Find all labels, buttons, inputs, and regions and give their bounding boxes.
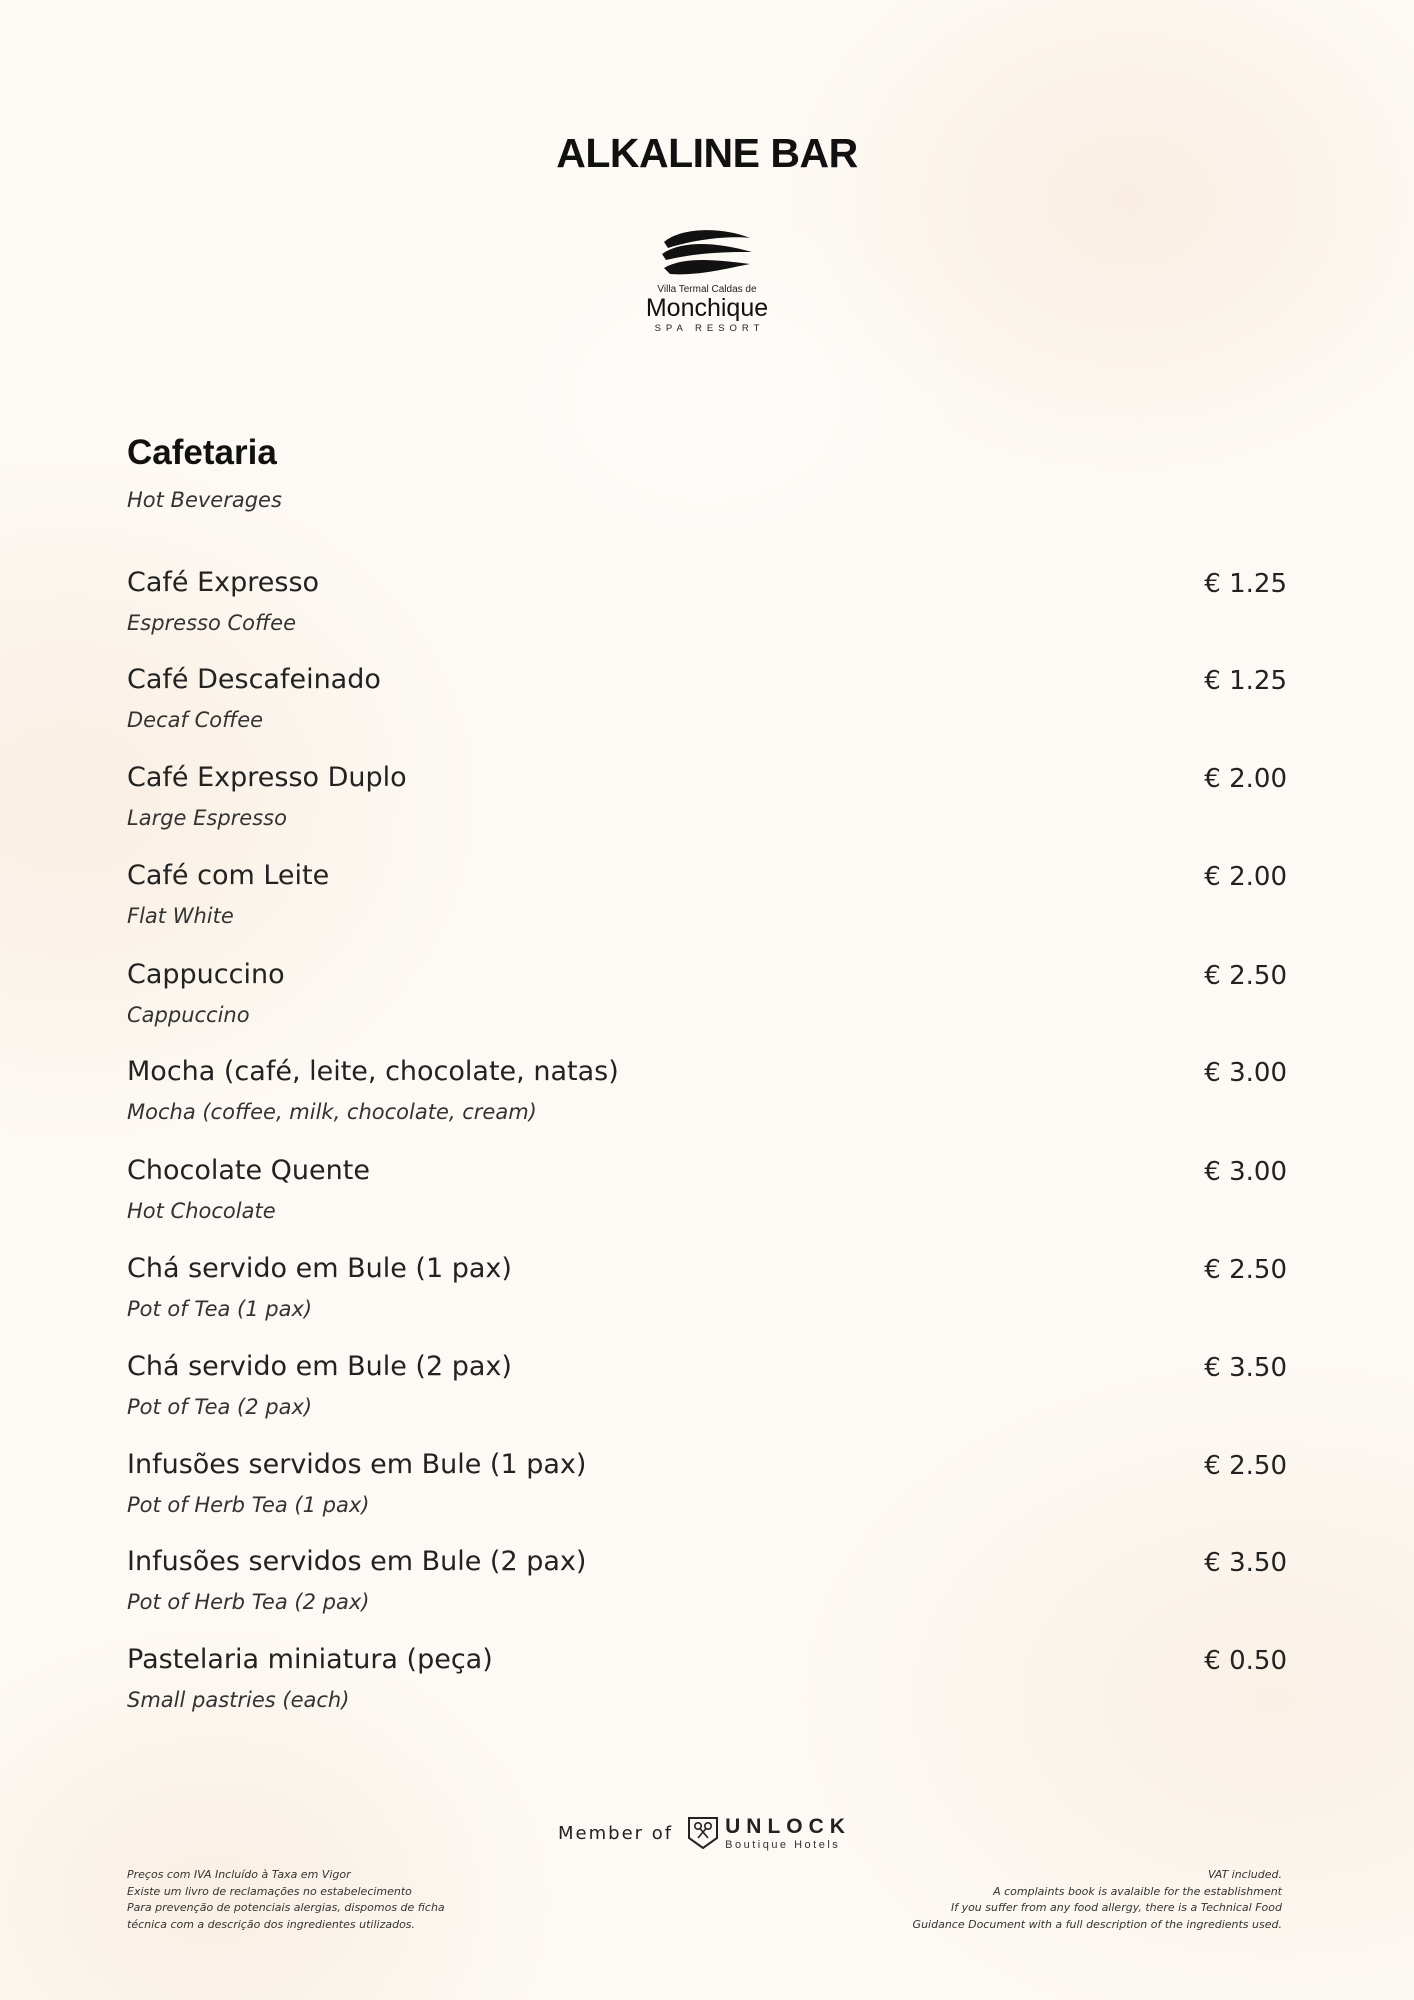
item-price: € 0.50 [1204, 1646, 1287, 1676]
item-price: € 2.50 [1204, 1255, 1287, 1285]
footer-line: técnica com a descrição dos ingredientes utilizados. [127, 1917, 416, 1931]
resort-logo [0, 226, 1414, 334]
menu-item [127, 1056, 1287, 1146]
footer-line: Para prevenção de potenciais alergias, dispomos de ficha [127, 1901, 445, 1914]
logo-name: Monchique [645, 294, 769, 322]
item-translation: Hot Chocolate [127, 1199, 276, 1223]
footer-line: VAT included. [1207, 1868, 1282, 1881]
item-name: Infusões servidos em Bule (2 pax) [127, 1546, 587, 1577]
keys-icon [687, 1816, 719, 1850]
item-translation: Pot of Tea (1 pax) [127, 1297, 313, 1321]
item-name: Café Expresso [127, 567, 320, 598]
item-name: Infusões servidos em Bule (1 pax) [127, 1449, 587, 1480]
section-subtitle: Hot Beverages [127, 488, 282, 512]
item-price: € 1.25 [1204, 569, 1287, 599]
item-price: € 2.50 [1204, 961, 1287, 991]
item-name: Café com Leite [127, 860, 330, 891]
item-name: Café Expresso Duplo [127, 762, 407, 793]
menu-item [127, 1253, 1287, 1343]
item-name: Café Descafeinado [127, 664, 381, 695]
item-price: € 2.00 [1204, 764, 1287, 794]
item-translation: Pot of Herb Tea (2 pax) [127, 1590, 370, 1614]
logo-small-text: Villa Termal Caldas de [657, 284, 757, 295]
item-price: € 2.50 [1204, 1451, 1287, 1481]
menu-item [127, 1546, 1287, 1636]
item-name: Chá servido em Bule (2 pax) [127, 1351, 512, 1382]
menu-item [127, 959, 1287, 1049]
item-translation: Pot of Tea (2 pax) [127, 1395, 313, 1419]
item-translation: Pot of Herb Tea (1 pax) [127, 1493, 370, 1517]
waves-icon [660, 226, 754, 278]
menu-item [127, 567, 1287, 657]
menu-item [127, 860, 1287, 950]
item-price: € 3.50 [1204, 1353, 1287, 1383]
item-translation: Flat White [127, 904, 234, 928]
item-name: Chocolate Quente [127, 1155, 370, 1186]
menu-item [127, 762, 1287, 852]
page-title: ALKALINE BAR [556, 130, 858, 176]
item-price: € 3.50 [1204, 1548, 1287, 1578]
footer-line: A complaints book is avalaible for the establishment [993, 1884, 1282, 1898]
item-translation: Large Espresso [127, 806, 287, 830]
item-price: € 3.00 [1204, 1058, 1287, 1088]
item-name: Mocha (café, leite, chocolate, natas) [127, 1056, 619, 1087]
menu-item [127, 664, 1287, 754]
member-of-badge [558, 1813, 851, 1853]
logo-sub: SPA RESORT [654, 323, 765, 334]
unlock-logo [687, 1816, 851, 1851]
item-translation: Mocha (coffee, milk, chocolate, cream) [127, 1100, 537, 1124]
menu-item [127, 1351, 1287, 1441]
item-price: € 2.00 [1204, 862, 1287, 892]
item-name: Cappuccino [127, 959, 285, 990]
menu-item [127, 1644, 1287, 1734]
unlock-brand: UNLOCK [725, 1814, 851, 1838]
item-name: Pastelaria miniatura (peça) [127, 1644, 493, 1675]
item-translation: Espresso Coffee [127, 611, 297, 635]
footer-line: Guidance Document with a full description of the ingredients used. [912, 1917, 1282, 1931]
item-price: € 3.00 [1204, 1157, 1287, 1187]
item-price: € 1.25 [1204, 666, 1287, 696]
footer-notes-en [913, 1867, 1282, 1933]
item-translation: Decaf Coffee [127, 708, 264, 732]
footer-line: Existe um livro de reclamações no estabelecimento [127, 1884, 412, 1898]
item-translation: Cappuccino [127, 1003, 250, 1027]
unlock-brand-sub: Boutique Hotels [725, 1838, 841, 1851]
menu-item [127, 1449, 1287, 1539]
section-title: Cafetaria [127, 433, 277, 472]
footer-line: Preços com IVA Incluído à Taxa em Vigor [127, 1868, 351, 1881]
menu-item [127, 1155, 1287, 1245]
footer-notes-pt [127, 1867, 445, 1933]
item-translation: Small pastries (each) [127, 1688, 350, 1712]
item-name: Chá servido em Bule (1 pax) [127, 1253, 512, 1284]
member-label: Member of [558, 1822, 674, 1844]
footer-line: If you suffer from any food allergy, there is a Technical Food [950, 1901, 1282, 1914]
